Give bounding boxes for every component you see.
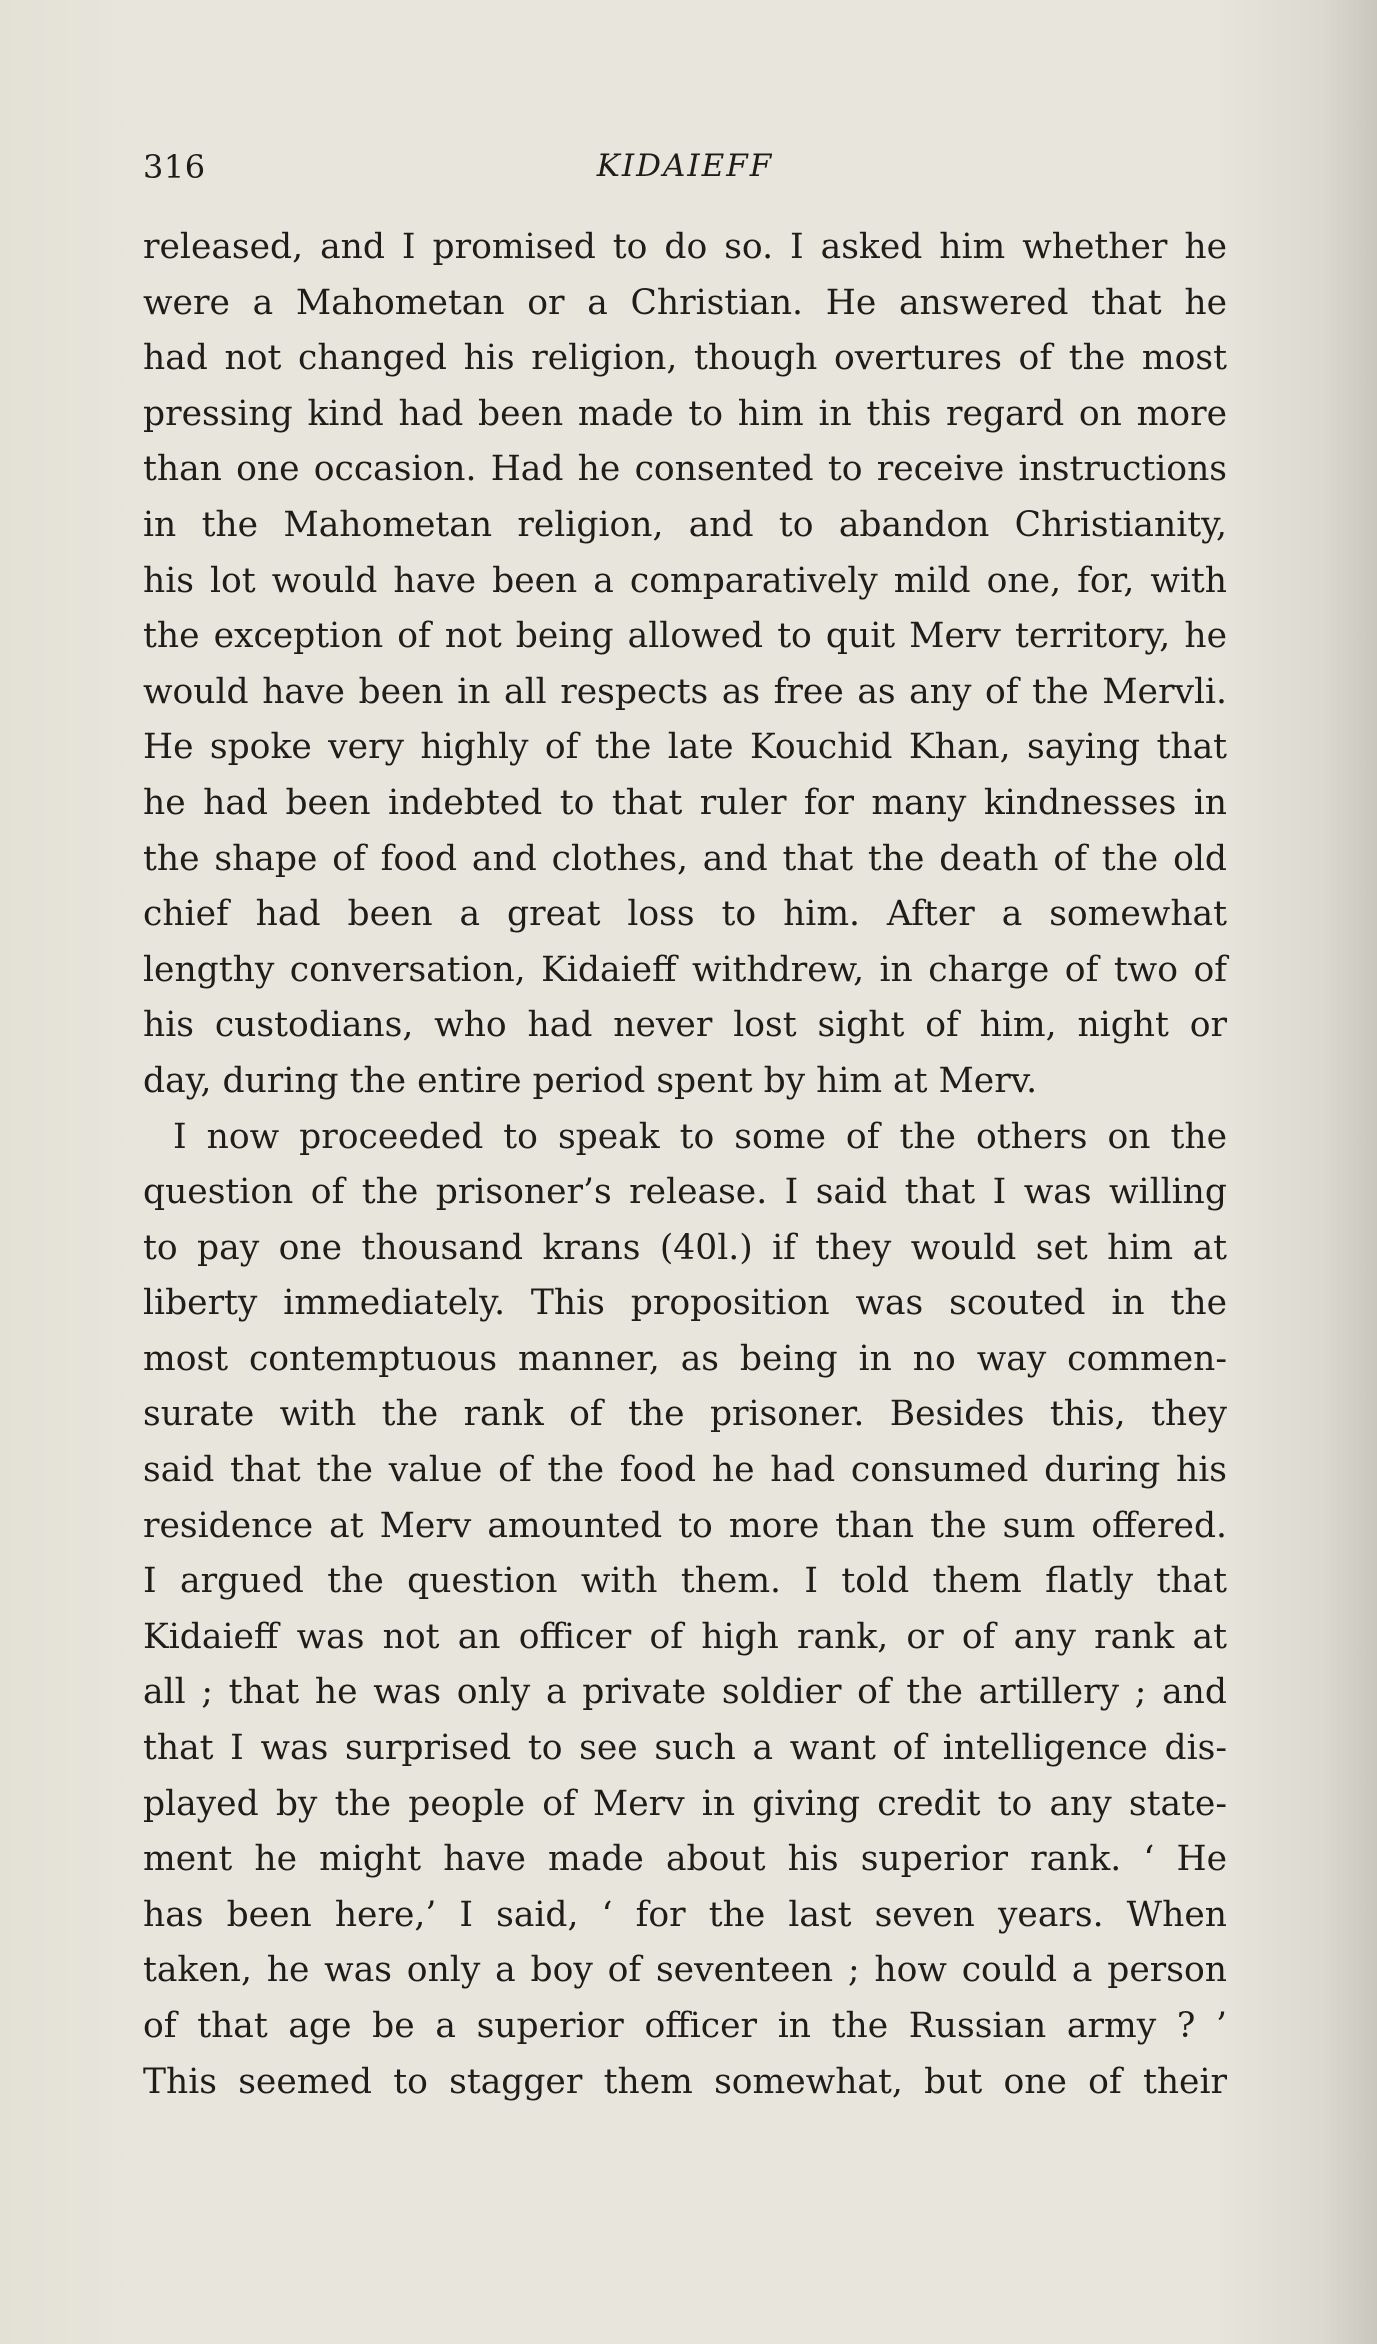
text-line: his lot would have been a comparatively mild one, for, with <box>143 560 1227 601</box>
page-number: 316 <box>143 148 206 186</box>
text-line: I argued the question with them. I told them flatly that <box>143 1561 1227 1602</box>
text-line: he had been indebted to that ruler for many kindnesses in <box>143 782 1227 823</box>
text-line: lengthy conversation, Kidaieff withdrew, in charge of two of <box>143 949 1227 990</box>
text-line: to pay one thousand krans (40l.) if they would set him at <box>143 1227 1227 1268</box>
text-line: liberty immediately. This proposition was scouted in the <box>143 1283 1227 1324</box>
text-line: played by the people of Merv in giving credit to any state- <box>143 1783 1227 1824</box>
text-line: He spoke very highly of the late Kouchid Khan, saying that <box>143 727 1227 768</box>
text-line: would have been in all respects as free as any of the Mervli. <box>143 671 1227 712</box>
paragraph-2 <box>143 1110 1227 2111</box>
text-line: that I was surprised to see such a want of intelligence dis- <box>143 1728 1227 1769</box>
text-line: taken, he was only a boy of seventeen ; how could a person <box>143 1950 1227 1991</box>
text-line: chief had been a great loss to him. After a somewhat <box>143 894 1227 935</box>
text-line: of that age be a superior officer in the Russian army ? ’ <box>143 2006 1227 2046</box>
text-line: pressing kind had been made to him in this regard on more <box>143 393 1227 434</box>
text-line: all ; that he was only a private soldier of the artillery ; and <box>143 1672 1227 1713</box>
text-line: were a Mahometan or a Christian. He answered that he <box>143 282 1227 323</box>
text-line: surate with the rank of the prisoner. Besides this, they <box>143 1394 1227 1435</box>
text-line: said that the value of the food he had consumed during his <box>143 1450 1227 1491</box>
text-line: I now proceeded to speak to some of the others on the <box>173 1116 1227 1157</box>
running-title: KIDAIEFF <box>596 148 774 184</box>
text-line: This seemed to stagger them somewhat, but one of their <box>143 2061 1227 2102</box>
paragraph-1 <box>143 220 1227 1110</box>
text-line: in the Mahometan religion, and to abandon Christianity, <box>143 504 1227 545</box>
text-line: his custodians, who had never lost sight of him, night or <box>143 1005 1227 1046</box>
text-line: the shape of food and clothes, and that the death of the old <box>143 838 1227 879</box>
text-line: the exception of not being allowed to quit Merv territory, he <box>143 616 1227 657</box>
text-line: day, during the entire period spent by him at Merv. <box>143 1060 1038 1101</box>
text-line: question of the prisoner’s release. I said that I was willing <box>143 1172 1227 1213</box>
text-line: Kidaieff was not an officer of high rank, or of any rank at <box>143 1616 1227 1657</box>
text-line: released, and I promised to do so. I asked him whether he <box>143 227 1227 267</box>
text-line: than one occasion. Had he consented to receive instructions <box>143 449 1227 490</box>
text-line: residence at Merv amounted to more than the sum offered. <box>143 1505 1227 1546</box>
page-header <box>143 148 1227 188</box>
text-line: had not changed his religion, though overtures of the most <box>143 338 1227 379</box>
text-line: ment he might have made about his superior rank. ‘ He <box>143 1839 1227 1880</box>
body-text <box>143 220 1227 2110</box>
text-line: most contemptuous manner, as being in no way commen- <box>143 1338 1227 1379</box>
text-line: has been here,’ I said, ‘ for the last seven years. When <box>143 1894 1227 1935</box>
